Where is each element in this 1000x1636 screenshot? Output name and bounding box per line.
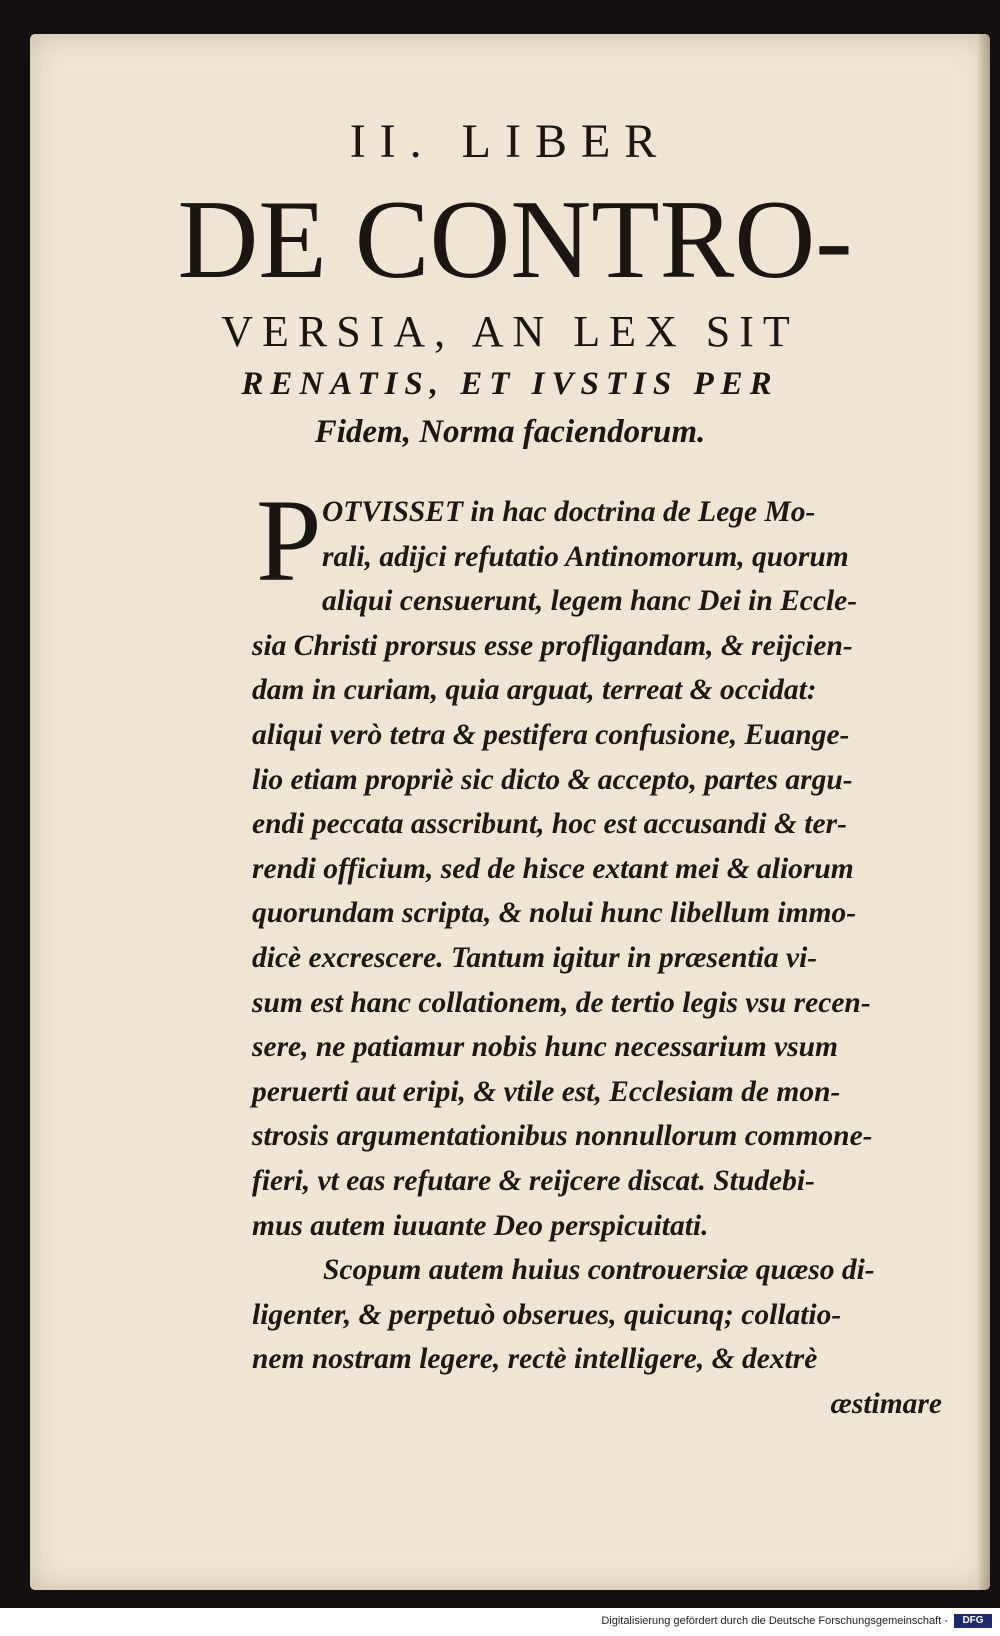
text-line: OTVISSET in hac doctrina de Lege Mo- <box>322 496 816 528</box>
title-line-4: Fidem, Norma faciendorum. <box>314 414 706 450</box>
main-title: DE CONTRO- <box>177 178 853 302</box>
text-line: sum est hanc collationem, de tertio legis vsu recen- <box>252 986 871 1019</box>
text-line: dam in curiam, quia arguat, terreat & occidat: <box>252 674 817 707</box>
footer-credit: Digitalisierung gefördert durch die Deutsche Forschungsgemeinschaft - <box>601 1615 948 1627</box>
text-line: rali, adijci refutatio Antinomorum, quorum <box>322 540 849 573</box>
title-line-3: RENATIS, ET IVSTIS PER <box>241 366 779 402</box>
book-number-heading: II. LIBER <box>349 115 671 168</box>
text-line: aliqui verò tetra & pestifera confusione, Euange- <box>252 718 850 751</box>
text-line: nem nostram legere, rectè intelligere, & dextrè <box>252 1343 818 1376</box>
text-line: endi peccata asscribunt, hoc est accusandi & ter- <box>252 808 847 841</box>
text-line: sere, ne patiamur nobis hunc necessarium vsum <box>252 1031 838 1064</box>
text-line: rendi officium, sed de hisce extant mei & aliorum <box>252 852 854 885</box>
text-line: quorundam scripta, & nolui hunc libellum immo- <box>252 897 857 930</box>
text-line: ligenter, & perpetuò obserues, quicunq; collatio- <box>252 1298 842 1331</box>
text-line: lio etiam propriè sic dicto & accepto, partes argu- <box>252 763 853 796</box>
digitization-footer <box>0 1608 1000 1636</box>
dfg-logo: DFG <box>954 1614 992 1628</box>
text-line: peruerti aut eripi, & vtile est, Ecclesiam de mon- <box>252 1075 841 1108</box>
title-line-2: VERSIA, AN LEX SIT <box>221 307 799 356</box>
catchword: æstimare <box>830 1387 942 1420</box>
body-text <box>252 490 942 1426</box>
drop-cap: P <box>256 475 322 606</box>
text-line: sia Christi prorsus esse profligandam, & reijcien- <box>252 629 853 662</box>
text-line: Scopum autem huius controuersiæ quæso di- <box>323 1254 875 1287</box>
text-line: mus autem iuuante Deo perspicuitati. <box>252 1209 709 1242</box>
text-line: aliqui censuerunt, legem hanc Dei in Eccle- <box>322 585 858 618</box>
text-line: fieri, vt eas refutare & reijcere discat. Studebi- <box>252 1164 815 1197</box>
book-page <box>30 34 990 1590</box>
text-line: dicè excrescere. Tantum igitur in præsentia vi- <box>252 941 818 974</box>
text-line: strosis argumentationibus nonnullorum commone- <box>252 1120 873 1153</box>
